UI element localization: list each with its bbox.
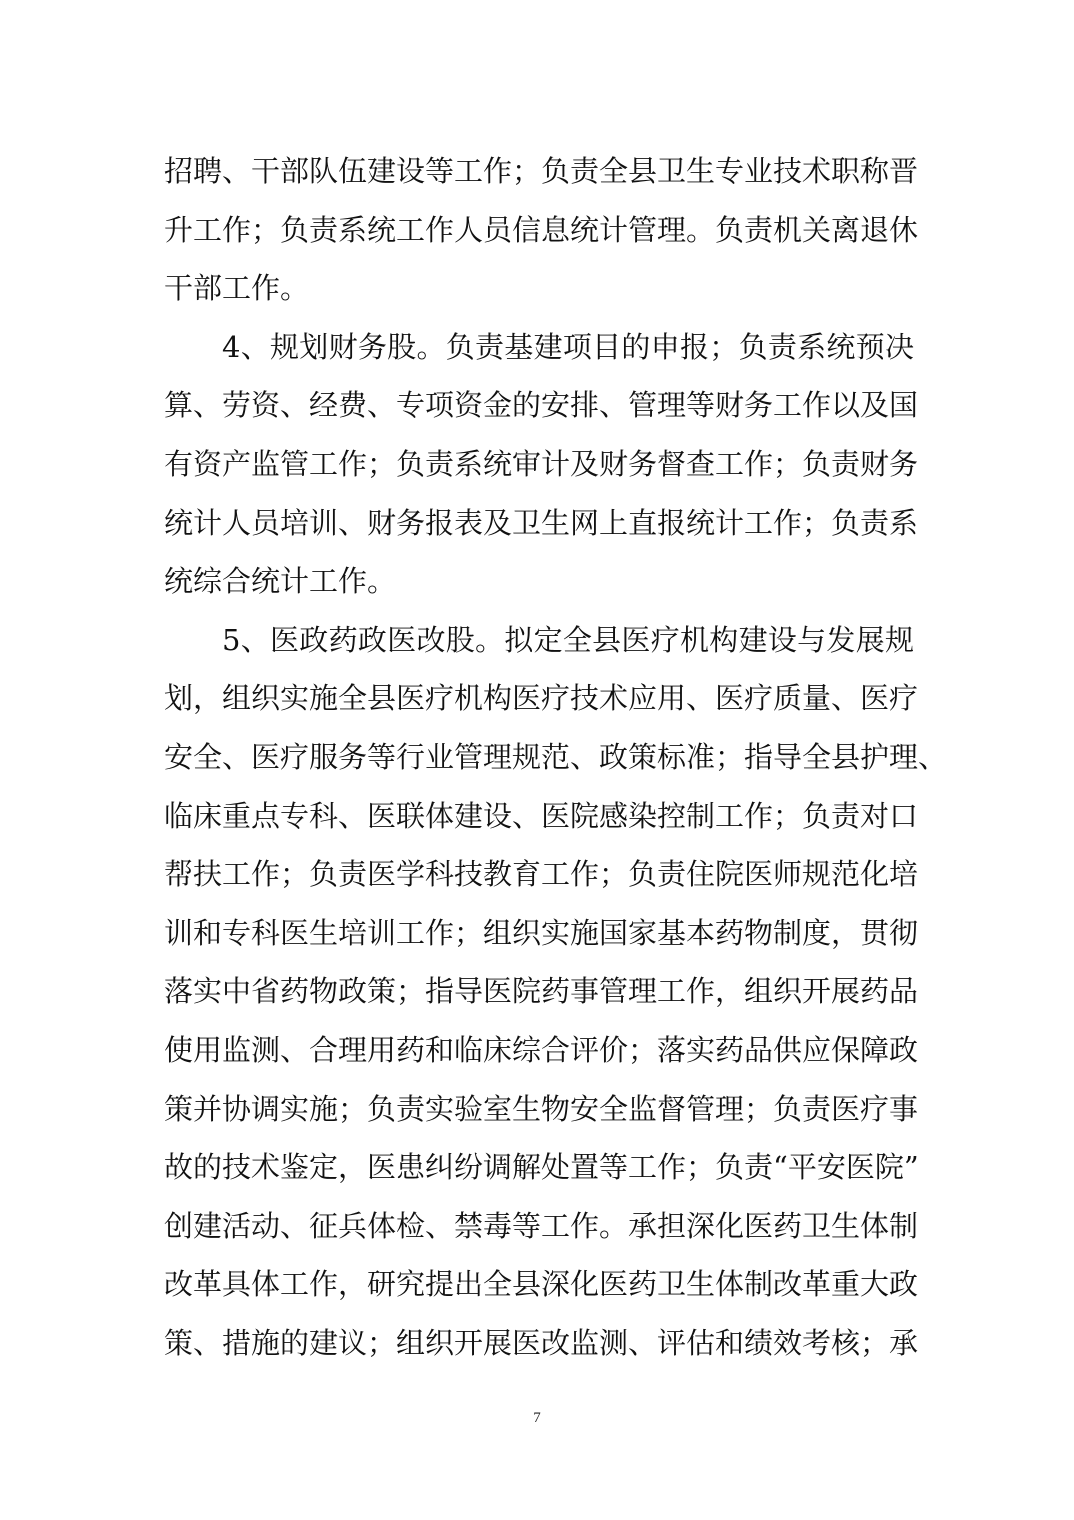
text-line: 有资产监管工作；负责系统审计及财务督查工作；负责财务 <box>164 446 919 481</box>
text-line: 划，组织实施全县医疗机构医疗技术应用、医疗质量、医疗 <box>164 681 919 716</box>
text-line: 算、劳资、经费、专项资金的安排、管理等财务工作以及国 <box>164 388 919 423</box>
text-line: 帮扶工作；负责医学科技教育工作；负责住院医师规范化培 <box>164 857 919 892</box>
text-line: 落实中省药物政策；指导医院药事管理工作，组织开展药品 <box>164 974 919 1009</box>
paragraph-5-first-line: 5、医政药政医改股。拟定全县医疗机构建设与发展规 <box>222 622 914 657</box>
text-line: 策、措施的建议；组织开展医改监测、评估和绩效考核；承 <box>164 1325 919 1360</box>
page-number: 7 <box>533 1410 541 1426</box>
text-line: 临床重点专科、医联体建设、医院感染控制工作；负责对口 <box>164 798 919 833</box>
paragraph-4-first-line: 4、规划财务股。负责基建项目的申报；负责系统预决 <box>222 329 914 364</box>
text-line: 改革具体工作，研究提出全县深化医药卫生体制改革重大政 <box>164 1267 919 1302</box>
text-line: 统综合统计工作。 <box>164 564 397 599</box>
text-line: 安全、医疗服务等行业管理规范、政策标准；指导全县护理、 <box>164 739 948 774</box>
text-line: 训和专科医生培训工作；组织实施国家基本药物制度，贯彻 <box>164 915 919 950</box>
text-line: 招聘、干部队伍建设等工作；负责全县卫生专业技术职称晋 <box>164 154 919 188</box>
text-line: 使用监测、合理用药和临床综合评价；落实药品供应保障政 <box>164 1032 919 1067</box>
text-line: 升工作；负责系统工作人员信息统计管理。负责机关离退休 <box>164 212 919 247</box>
text-line: 创建活动、征兵体检、禁毒等工作。承担深化医药卫生体制 <box>164 1208 919 1243</box>
text-line: 统计人员培训、财务报表及卫生网上直报统计工作；负责系 <box>164 505 919 540</box>
document-body <box>164 142 948 1372</box>
text-line: 干部工作。 <box>164 271 310 306</box>
text-line: 故的技术鉴定，医患纠纷调解处置等工作；负责“平安医院” <box>164 1150 919 1185</box>
text-line: 策并协调实施；负责实验室生物安全监督管理；负责医疗事 <box>164 1091 919 1126</box>
